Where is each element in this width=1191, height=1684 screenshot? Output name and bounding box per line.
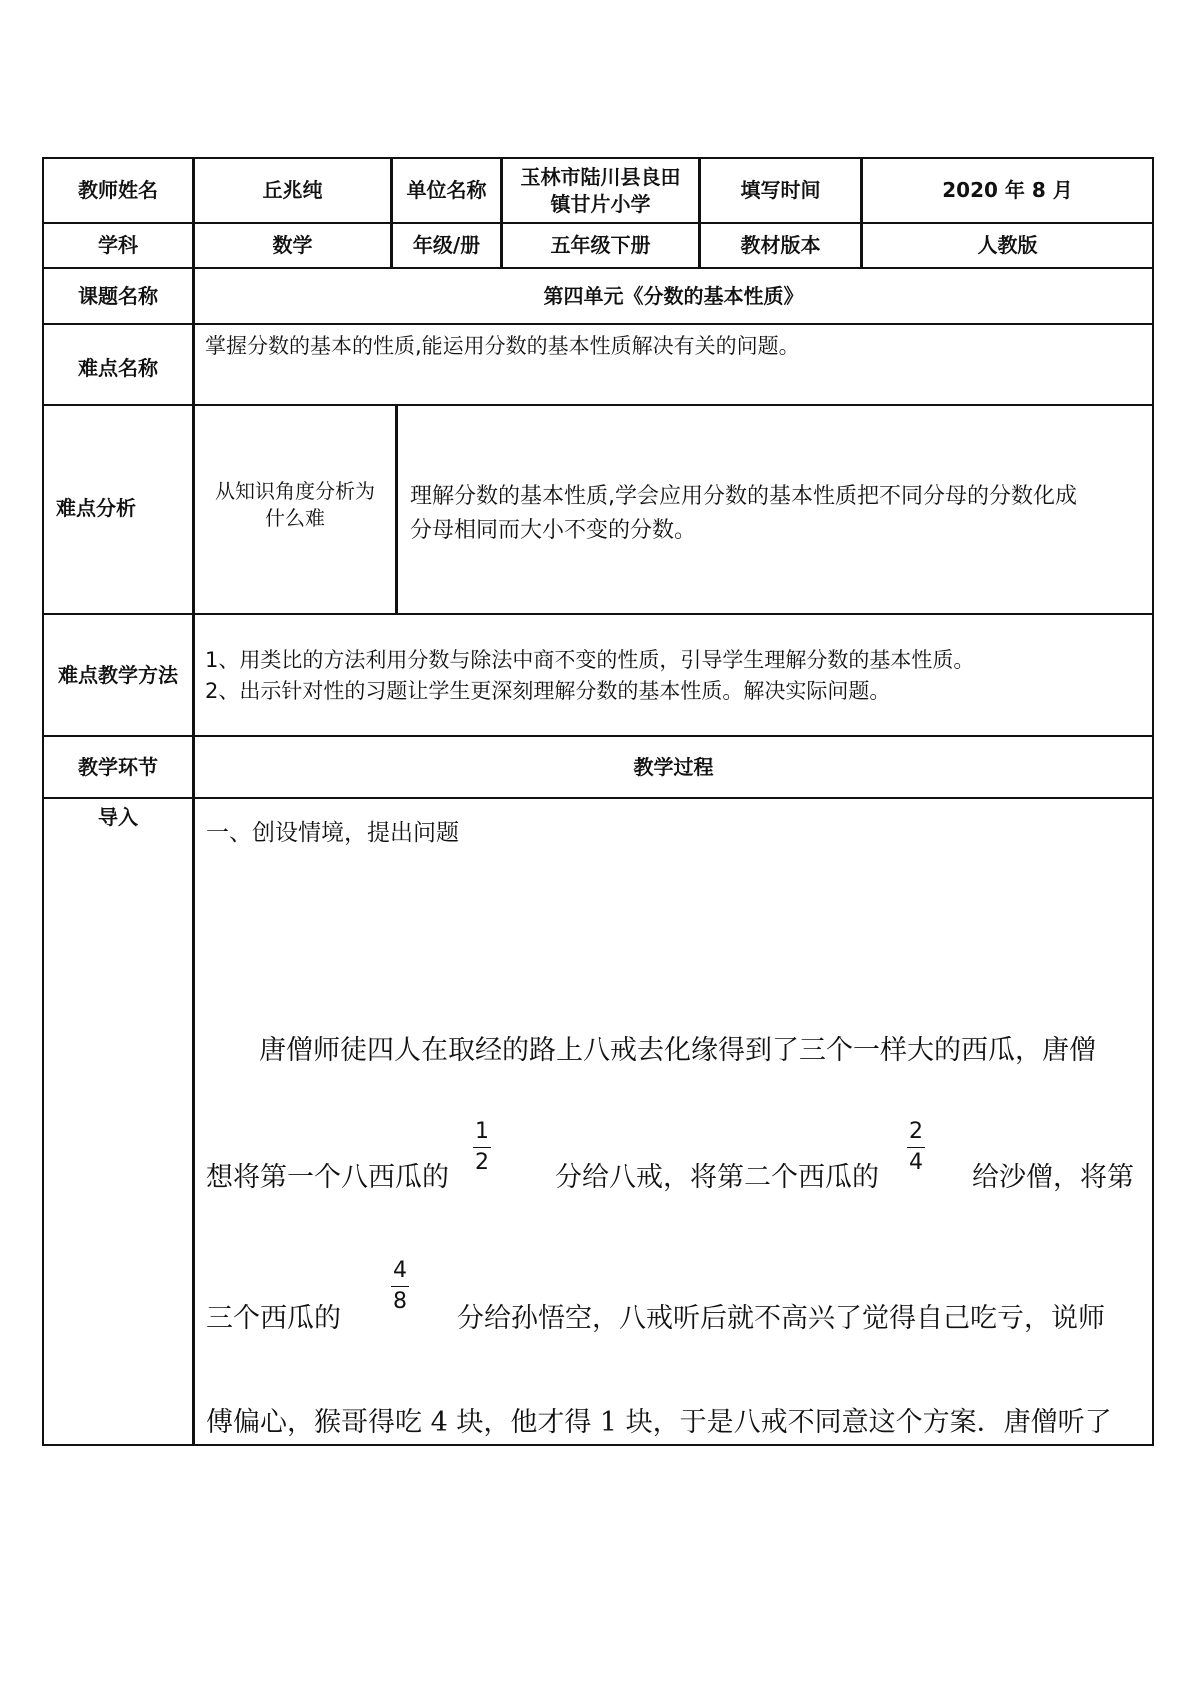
grid-line [42,797,1154,799]
intro-stage: 导入 [98,804,138,829]
teacher-name-label: 教师姓名 [78,178,158,202]
fill-time-label: 填写时间 [740,178,821,202]
edition-value: 人教版 [977,233,1038,257]
grid-line [42,323,1154,325]
analysis-text-line1: 理解分数的基本性质,学会应用分数的基本性质把不同分母的分数化成 [410,484,1077,509]
story-line-3b: 分给孙悟空，八戒听后就不高兴了觉得自己吃亏，说师 [457,1303,1105,1334]
story-line-2b: 分给八戒，将第二个西瓜的 [555,1162,879,1193]
unit-name-value [503,159,698,222]
fraction-numerator: 4 [393,1258,407,1283]
fraction-two-quarters [905,1119,927,1176]
fraction-denominator: 2 [475,1150,489,1175]
fraction-denominator: 4 [909,1150,923,1175]
process-header: 教学过程 [633,754,714,779]
unit-name-label: 单位名称 [406,178,487,202]
fill-time-value: 2020 年 8 月 [942,178,1073,202]
analysis-sub-label-line2: 什么难 [265,506,325,530]
stage-header: 教学环节 [78,754,158,779]
teacher-name-value: 丘兆纯 [262,178,323,202]
unit-name-line2: 镇甘片小学 [550,191,651,216]
difficulty-label: 难点名称 [78,355,158,380]
edition-label: 教材版本 [740,233,821,257]
fraction-bar [391,1286,409,1287]
fraction-bar [907,1147,925,1148]
story-line-3a: 三个西瓜的 [206,1303,341,1334]
grade-label: 年级/册 [412,233,481,257]
grid-line [42,1444,1154,1446]
unit-name-line1: 玉林市陆川县良田 [520,164,681,189]
grid-line [1152,157,1154,1446]
story-line-2a: 想将第一个八西瓜的 [206,1162,449,1193]
fraction-numerator: 1 [475,1119,489,1144]
fraction-bar [473,1147,491,1148]
topic-value: 第四单元《分数的基本性质》 [543,283,804,308]
grid-line [395,404,398,615]
grid-line [192,157,195,1446]
grade-value: 五年级下册 [550,233,651,257]
topic-label: 课题名称 [78,283,158,308]
method-item-1: 1、用类比的方法利用分数与除法中商不变的性质，引导学生理解分数的基本性质。 [205,648,975,672]
subject-label: 学科 [98,233,138,257]
analysis-label: 难点分析 [56,495,136,520]
fraction-numerator: 2 [909,1119,923,1144]
difficulty-value: 掌握分数的基本的性质,能运用分数的基本性质解决有关的问题。 [205,334,800,358]
fraction-four-eighths [389,1258,411,1315]
intro-heading: 一、创设情境，提出问题 [206,820,459,846]
grid-line [42,613,1154,615]
story-line-2c: 给沙僧，将第 [972,1162,1134,1193]
analysis-text-line2: 分母相同而大小不变的分数。 [410,518,697,543]
analysis-sub-label-line1: 从知识角度分析为 [215,479,375,503]
method-item-2: 2、出示针对性的习题让学生更深刻理解分数的基本性质。解决实际问题。 [205,679,891,703]
analysis-sub-label [195,470,395,540]
story-line-4: 傅偏心，猴哥得吃 4 块，他才得 1 块，于是八戒不同意这个方案．唐僧听了 [206,1407,1112,1438]
subject-value: 数学 [272,233,313,257]
story-line-1: 唐僧师徒四人在取经的路上八戒去化缘得到了三个一样大的西瓜，唐僧 [259,1035,1096,1066]
fraction-denominator: 8 [393,1289,407,1314]
grid-line [42,404,1154,406]
method-label: 难点教学方法 [58,662,178,687]
fraction-one-half [471,1119,493,1176]
